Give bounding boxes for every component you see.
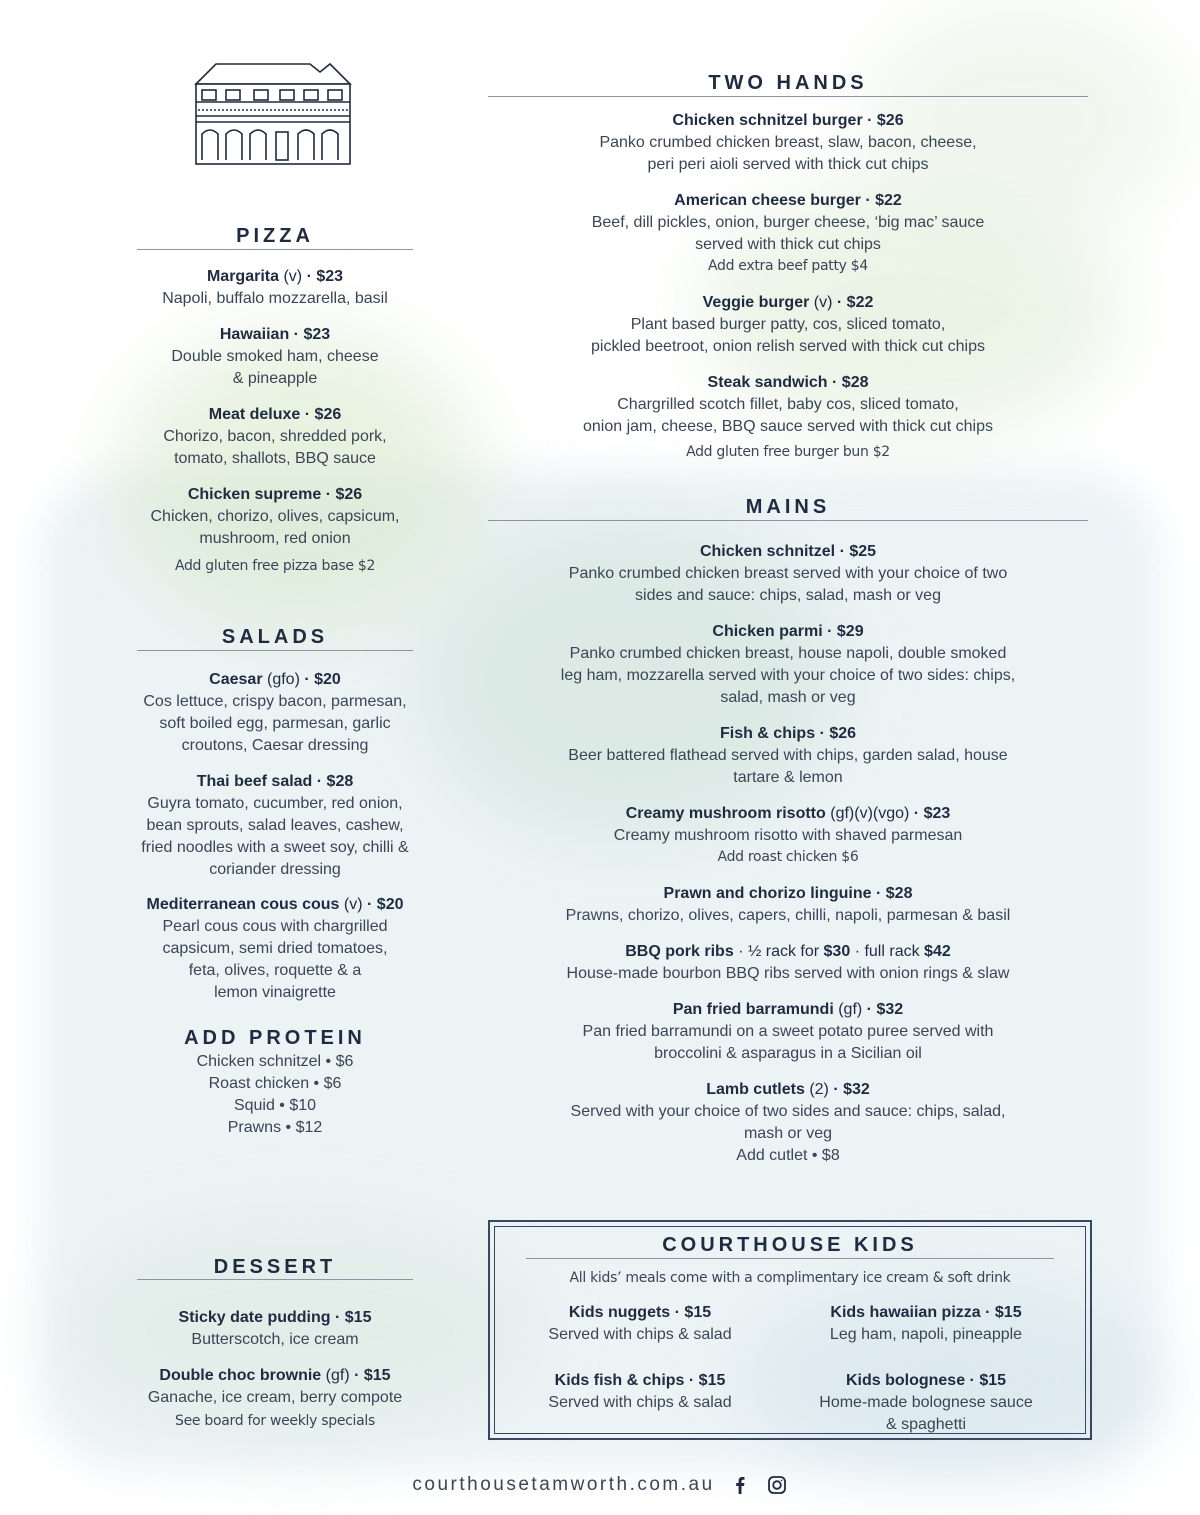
- pizza-section: [120, 266, 430, 586]
- menu-item: Sticky date pudding · $15 Butterscotch, ice cream: [178, 1309, 372, 1348]
- two-hands-rule: [488, 96, 1088, 97]
- pizza-note: Add gluten free pizza base $2: [174, 558, 376, 574]
- mains-rule: [488, 520, 1088, 521]
- courthouse-kids-box: [488, 1220, 1092, 1440]
- two-hands-note: Add gluten free burger bun $2: [686, 444, 890, 460]
- salads-heading: SALADS: [221, 626, 329, 648]
- pizza-heading: PIZZA: [236, 225, 314, 247]
- kids-heading: COURTHOUSE KIDS: [662, 1234, 918, 1256]
- mains-heading: MAINS: [745, 496, 831, 518]
- add-protein-section: [120, 1051, 430, 1141]
- two-hands-heading: TWO HANDS: [708, 72, 868, 94]
- menu-item: Pan fried barramundi (gf) · $32 Pan fried barramundi on a sweet potato puree served with broccolini & asparagus in a Sicilian oil: [582, 1001, 994, 1062]
- menu-item: Double choc brownie (gf) · $15 Ganache, ice cream, berry compote: [147, 1367, 403, 1406]
- menu-item: Prawn and chorizo linguine · $28 Prawns, chorizo, olives, capers, chilli, napoli, parmesan & basil: [565, 885, 1011, 924]
- menu-item: Hawaiian · $23 Double smoked ham, cheese & pineapple: [171, 326, 379, 387]
- menu-item: Thai beef salad · $28 Guyra tomato, cucumber, red onion, bean sprouts, salad leaves, cashew, fried noodles with a sweet soy, chilli & coriander dressing: [141, 773, 409, 878]
- kids-rule: [526, 1258, 1054, 1259]
- menu-item: Fish & chips · $26 Beer battered flathead served with chips, garden salad, house tartare & lemon: [568, 725, 1008, 786]
- menu-item: Chicken schnitzel burger · $26 Panko crumbed chicken breast, slaw, bacon, cheese, peri peri aioli served with thick cut chips: [599, 112, 977, 173]
- menu-item: Caesar (gfo) · $20 Cos lettuce, crispy bacon, parmesan, soft boiled egg, parmesan, garlic croutons, Caesar dressing: [143, 671, 407, 754]
- website-link[interactable]: courthousetamworth.com.au: [412, 1474, 715, 1495]
- courthouse-building-logo: [192, 60, 354, 166]
- menu-item: BBQ pork ribs · ½ rack for $30 · full rack $42 House-made bourbon BBQ ribs served with onion rings & slaw: [566, 943, 1010, 982]
- facebook-icon[interactable]: [729, 1474, 751, 1496]
- menu-item: Creamy mushroom risotto (gf)(v)(vgo) · $23 Creamy mushroom risotto with shaved parmesan Add roast chicken $6: [613, 805, 963, 865]
- protein-line: Roast chicken • $6: [208, 1075, 342, 1092]
- menu-item: Steak sandwich · $28 Chargrilled scotch fillet, baby cos, sliced tomato, onion jam, cheese, BBQ sauce served with thick cut chips: [583, 374, 993, 435]
- dessert-section: [110, 1307, 440, 1437]
- salads-rule: [137, 650, 413, 651]
- salads-section: [120, 669, 430, 1009]
- dessert-note: See board for weekly specials: [175, 1413, 375, 1429]
- menu-item: Margarita (v) · $23 Napoli, buffalo mozzarella, basil: [162, 268, 388, 307]
- add-protein-heading: ADD PROTEIN: [184, 1027, 366, 1049]
- menu-item: Lamb cutlets (2) · $32 Served with your choice of two sides and sauce: chips, salad, mash or veg Add cutlet • $8: [570, 1081, 1006, 1164]
- two-hands-section: [488, 110, 1088, 466]
- dessert-rule: [137, 1279, 413, 1280]
- protein-line: Chicken schnitzel • $6: [196, 1053, 354, 1070]
- kids-menu-item: Kids fish & chips · $15 Served with chips & salad: [548, 1372, 732, 1411]
- menu-item: Meat deluxe · $26 Chorizo, bacon, shredded pork, tomato, shallots, BBQ sauce: [163, 406, 387, 467]
- instagram-icon[interactable]: [766, 1474, 788, 1496]
- kids-menu-item: Kids hawaiian pizza · $15 Leg ham, napoli, pineapple: [829, 1304, 1023, 1343]
- menu-item: Chicken parmi · $29 Panko crumbed chicken breast, house napoli, double smoked leg ham, mozzarella served with your choice of two sides: chips, salad, mash or veg: [560, 623, 1016, 706]
- kids-menu-item: Kids bolognese · $15 Home-made bolognese sauce & spaghetti: [819, 1372, 1033, 1433]
- footer: [0, 1474, 1200, 1496]
- menu-item: Chicken schnitzel · $25 Panko crumbed chicken breast served with your choice of two sides and sauce: chips, salad, mash or veg: [568, 543, 1008, 604]
- protein-line: Squid • $10: [233, 1097, 317, 1114]
- menu-item: American cheese burger · $22 Beef, dill pickles, onion, burger cheese, ‘big mac’ sauce served with thick cut chips Add extra beef patty $4: [591, 192, 985, 274]
- kids-subtitle: All kids’ meals come with a complimentary ice cream & soft drink: [569, 1270, 1011, 1286]
- pizza-rule: [137, 249, 413, 250]
- menu-item: Mediterranean cous cous (v) · $20 Pearl cous cous with chargrilled capsicum, semi dried tomatoes, feta, olives, roquette & a lemon vinaigrette: [146, 896, 404, 1001]
- protein-line: Prawns • $12: [227, 1119, 323, 1136]
- dessert-heading: DESSERT: [213, 1256, 337, 1278]
- menu-item: Veggie burger (v) · $22 Plant based burger patty, cos, sliced tomato, pickled beetroot, onion relish served with thick cut chips: [591, 294, 985, 355]
- mains-section: [488, 541, 1088, 1181]
- menu-item: Chicken supreme · $26 Chicken, chorizo, olives, capsicum, mushroom, red onion: [150, 486, 400, 547]
- kids-menu-item: Kids nuggets · $15 Served with chips & salad: [548, 1304, 732, 1343]
